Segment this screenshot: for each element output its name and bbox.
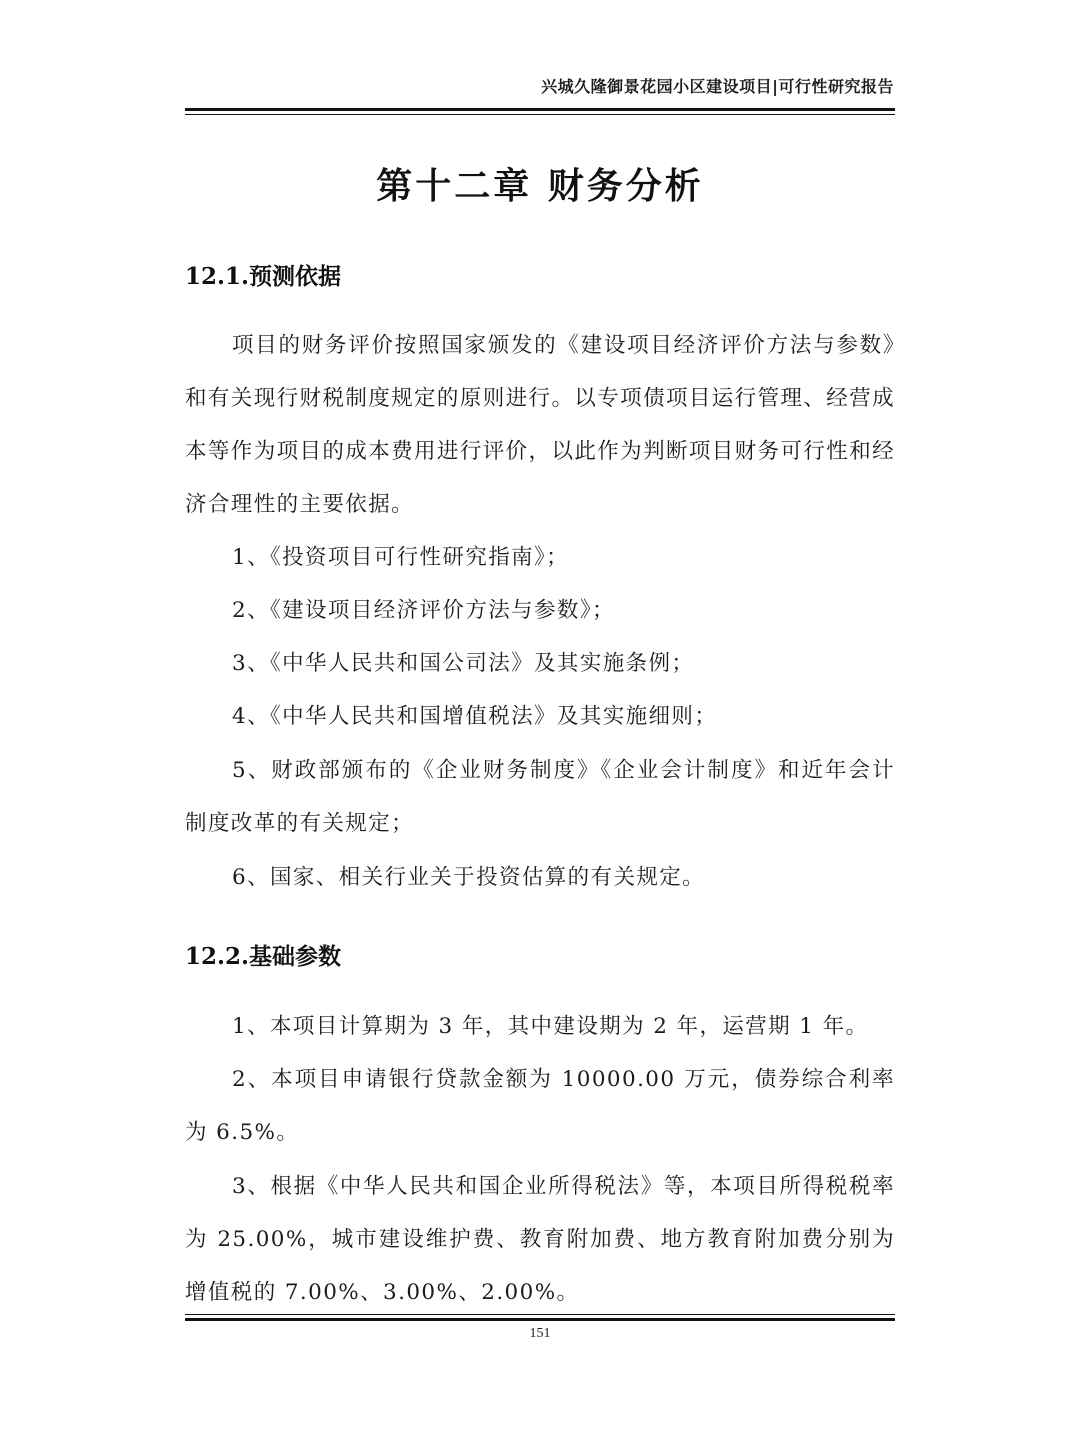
header-rule-thin bbox=[185, 114, 895, 115]
section-1-list-item: 2、《建设项目经济评价方法与参数》； bbox=[232, 598, 615, 623]
header-rule-thick bbox=[185, 108, 895, 111]
section-1-list-item: 6、国家、相关行业关于投资估算的有关规定。 bbox=[232, 865, 706, 890]
document-header-title: 兴城久隆御景花园小区建设项目|可行性研究报告 bbox=[541, 77, 894, 96]
section-2-list-item: 1、本项目计算期为 3 年，其中建设期为 2 年，运营期 1 年。 bbox=[232, 1014, 869, 1039]
footer-rule-thick bbox=[185, 1318, 895, 1321]
page-number: 151 bbox=[529, 1326, 551, 1341]
chapter-title: 第十二章 财务分析 bbox=[376, 166, 704, 207]
section-heading-12-1: 12.1.预测依据 bbox=[185, 263, 342, 290]
section-1-intro-paragraph: 项目的财务评价按照国家颁发的《建设项目经济评价方法与参数》和有关现行财税制度规定的原则进行。以专项债项目运行管理、经营成本等作为项目的成本费用进行评价，以此作为判断项目财务可行性和经济合理性的主要依据。 bbox=[185, 333, 895, 517]
section-1-list-item: 1、《投资项目可行性研究指南》； bbox=[232, 545, 570, 570]
section-1-list-item: 4、《中华人民共和国增值税法》及其实施细则； bbox=[232, 704, 718, 729]
section-heading-12-2: 12.2.基础参数 bbox=[185, 943, 342, 970]
footer-rule-thin bbox=[185, 1314, 895, 1315]
section-2-list-item: 2、本项目申请银行贷款金额为 10000.00 万元，债券综合利率为 6.5%。 bbox=[185, 1067, 895, 1145]
section-1-list-item: 3、《中华人民共和国公司法》及其实施条例； bbox=[232, 651, 695, 676]
section-1-list-item: 5、财政部颁布的《企业财务制度》《企业会计制度》和近年会计制度改革的有关规定； bbox=[185, 758, 895, 836]
section-2-list-item: 3、根据《中华人民共和国企业所得税法》等，本项目所得税税率为 25.00%，城市建设维护费、教育附加费、地方教育附加费分别为增值税的 7.00%、3.00%、2.00%。 bbox=[185, 1174, 895, 1305]
